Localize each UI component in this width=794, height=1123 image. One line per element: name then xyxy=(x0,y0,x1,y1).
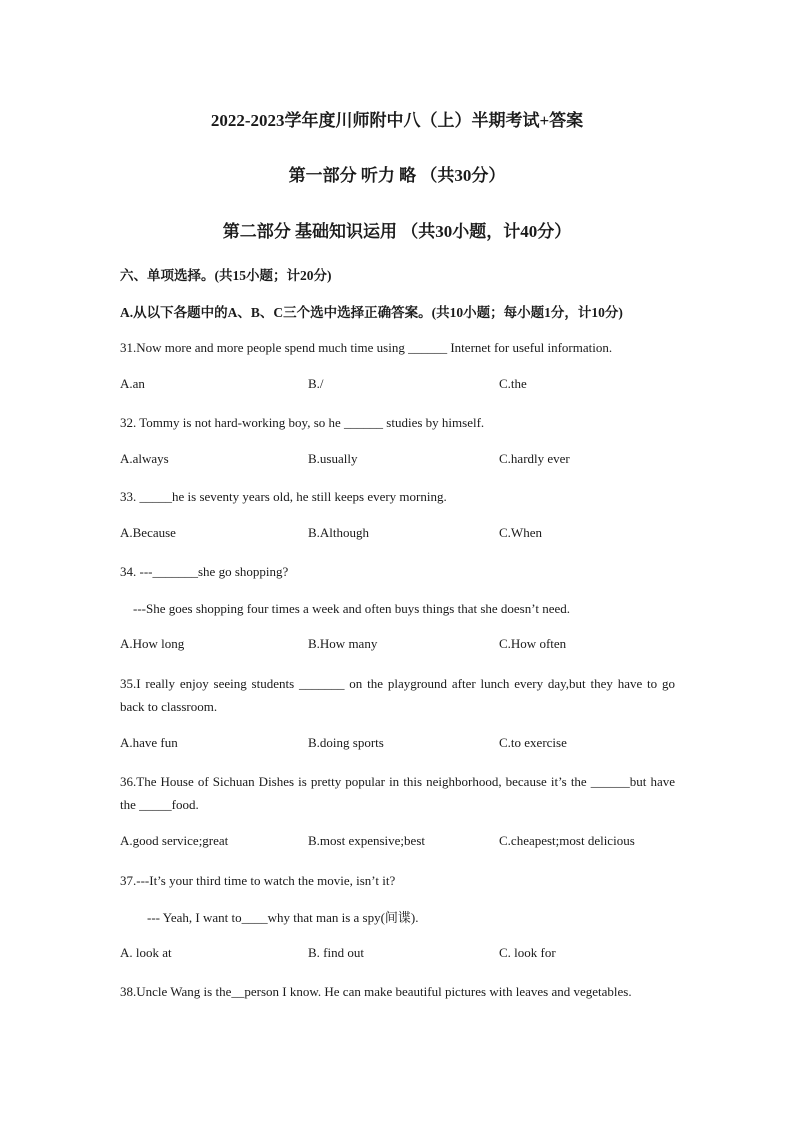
question-36-stem: 36.The House of Sichuan Dishes is pretty popular in this neighborhood, because it’s the ______but have the _____food. xyxy=(120,774,675,812)
question-35-stem: 35.I really enjoy seeing students _______ on the playground after lunch every day,but they have to go back to classroom. xyxy=(120,676,675,714)
question-35-options xyxy=(120,735,675,755)
question-36-options xyxy=(120,833,675,853)
option-b: B.doing sports xyxy=(308,735,384,750)
option-a: A.have fun xyxy=(120,735,178,750)
option-c: C.cheapest;most delicious xyxy=(499,833,635,848)
option-b: B. find out xyxy=(308,945,364,960)
option-a: A.good service;great xyxy=(120,833,229,848)
option-c: C.How often xyxy=(499,636,567,651)
option-a: A.always xyxy=(120,451,169,466)
part1-heading: 第一部分 听力 略 （共30分） xyxy=(288,166,506,185)
question-34-stem: 34. ---_______she go shopping? xyxy=(120,564,289,579)
section-six-heading: 六、单项选择。(共15小题；计20分) xyxy=(120,268,332,283)
question-33-stem: 33. _____he is seventy years old, he still keeps every morning. xyxy=(120,489,447,504)
option-a: A.an xyxy=(120,376,145,391)
option-b: B.Although xyxy=(308,525,370,540)
option-b: B./ xyxy=(308,376,324,391)
question-37-stem: 37.---It’s your third time to watch the movie, isn’t it? xyxy=(120,873,396,888)
question-38-stem: 38.Uncle Wang is the__person I know. He can make beautiful pictures with leaves and vegetables. xyxy=(120,984,632,999)
option-b: B.How many xyxy=(308,636,378,651)
question-31-stem: 31.Now more and more people spend much time using ______ Internet for useful information. xyxy=(120,340,613,355)
question-33-options xyxy=(120,525,675,545)
question-32-options xyxy=(120,451,675,471)
option-c: C. look for xyxy=(499,945,556,960)
option-b: B.most expensive;best xyxy=(308,833,425,848)
option-b: B.usually xyxy=(308,451,358,466)
section-a-instruction: A.从以下各题中的A、B、C三个选中选择正确答案。(共10小题；每小题1分，计10分) xyxy=(120,305,623,320)
question-37-options xyxy=(120,945,675,965)
question-32-stem: 32. Tommy is not hard-working boy, so he ______ studies by himself. xyxy=(120,415,485,430)
question-34-reply: ---She goes shopping four times a week and often buys things that she doesn’t need. xyxy=(133,601,570,616)
question-34-options xyxy=(120,636,675,656)
option-a: A. look at xyxy=(120,945,172,960)
option-c: C.hardly ever xyxy=(499,451,570,466)
question-37-reply: --- Yeah, I want to____why that man is a spy(间谍). xyxy=(147,910,419,925)
option-c: C.When xyxy=(499,525,542,540)
question-31-options xyxy=(120,376,675,396)
option-a: A.Because xyxy=(120,525,176,540)
option-c: C.to exercise xyxy=(499,735,567,750)
option-a: A.How long xyxy=(120,636,185,651)
option-c: C.the xyxy=(499,376,527,391)
part2-heading: 第二部分 基础知识运用 （共30小题，计40分） xyxy=(222,222,572,241)
exam-title: 2022-2023学年度川师附中八（上）半期考试+答案 xyxy=(210,111,584,130)
